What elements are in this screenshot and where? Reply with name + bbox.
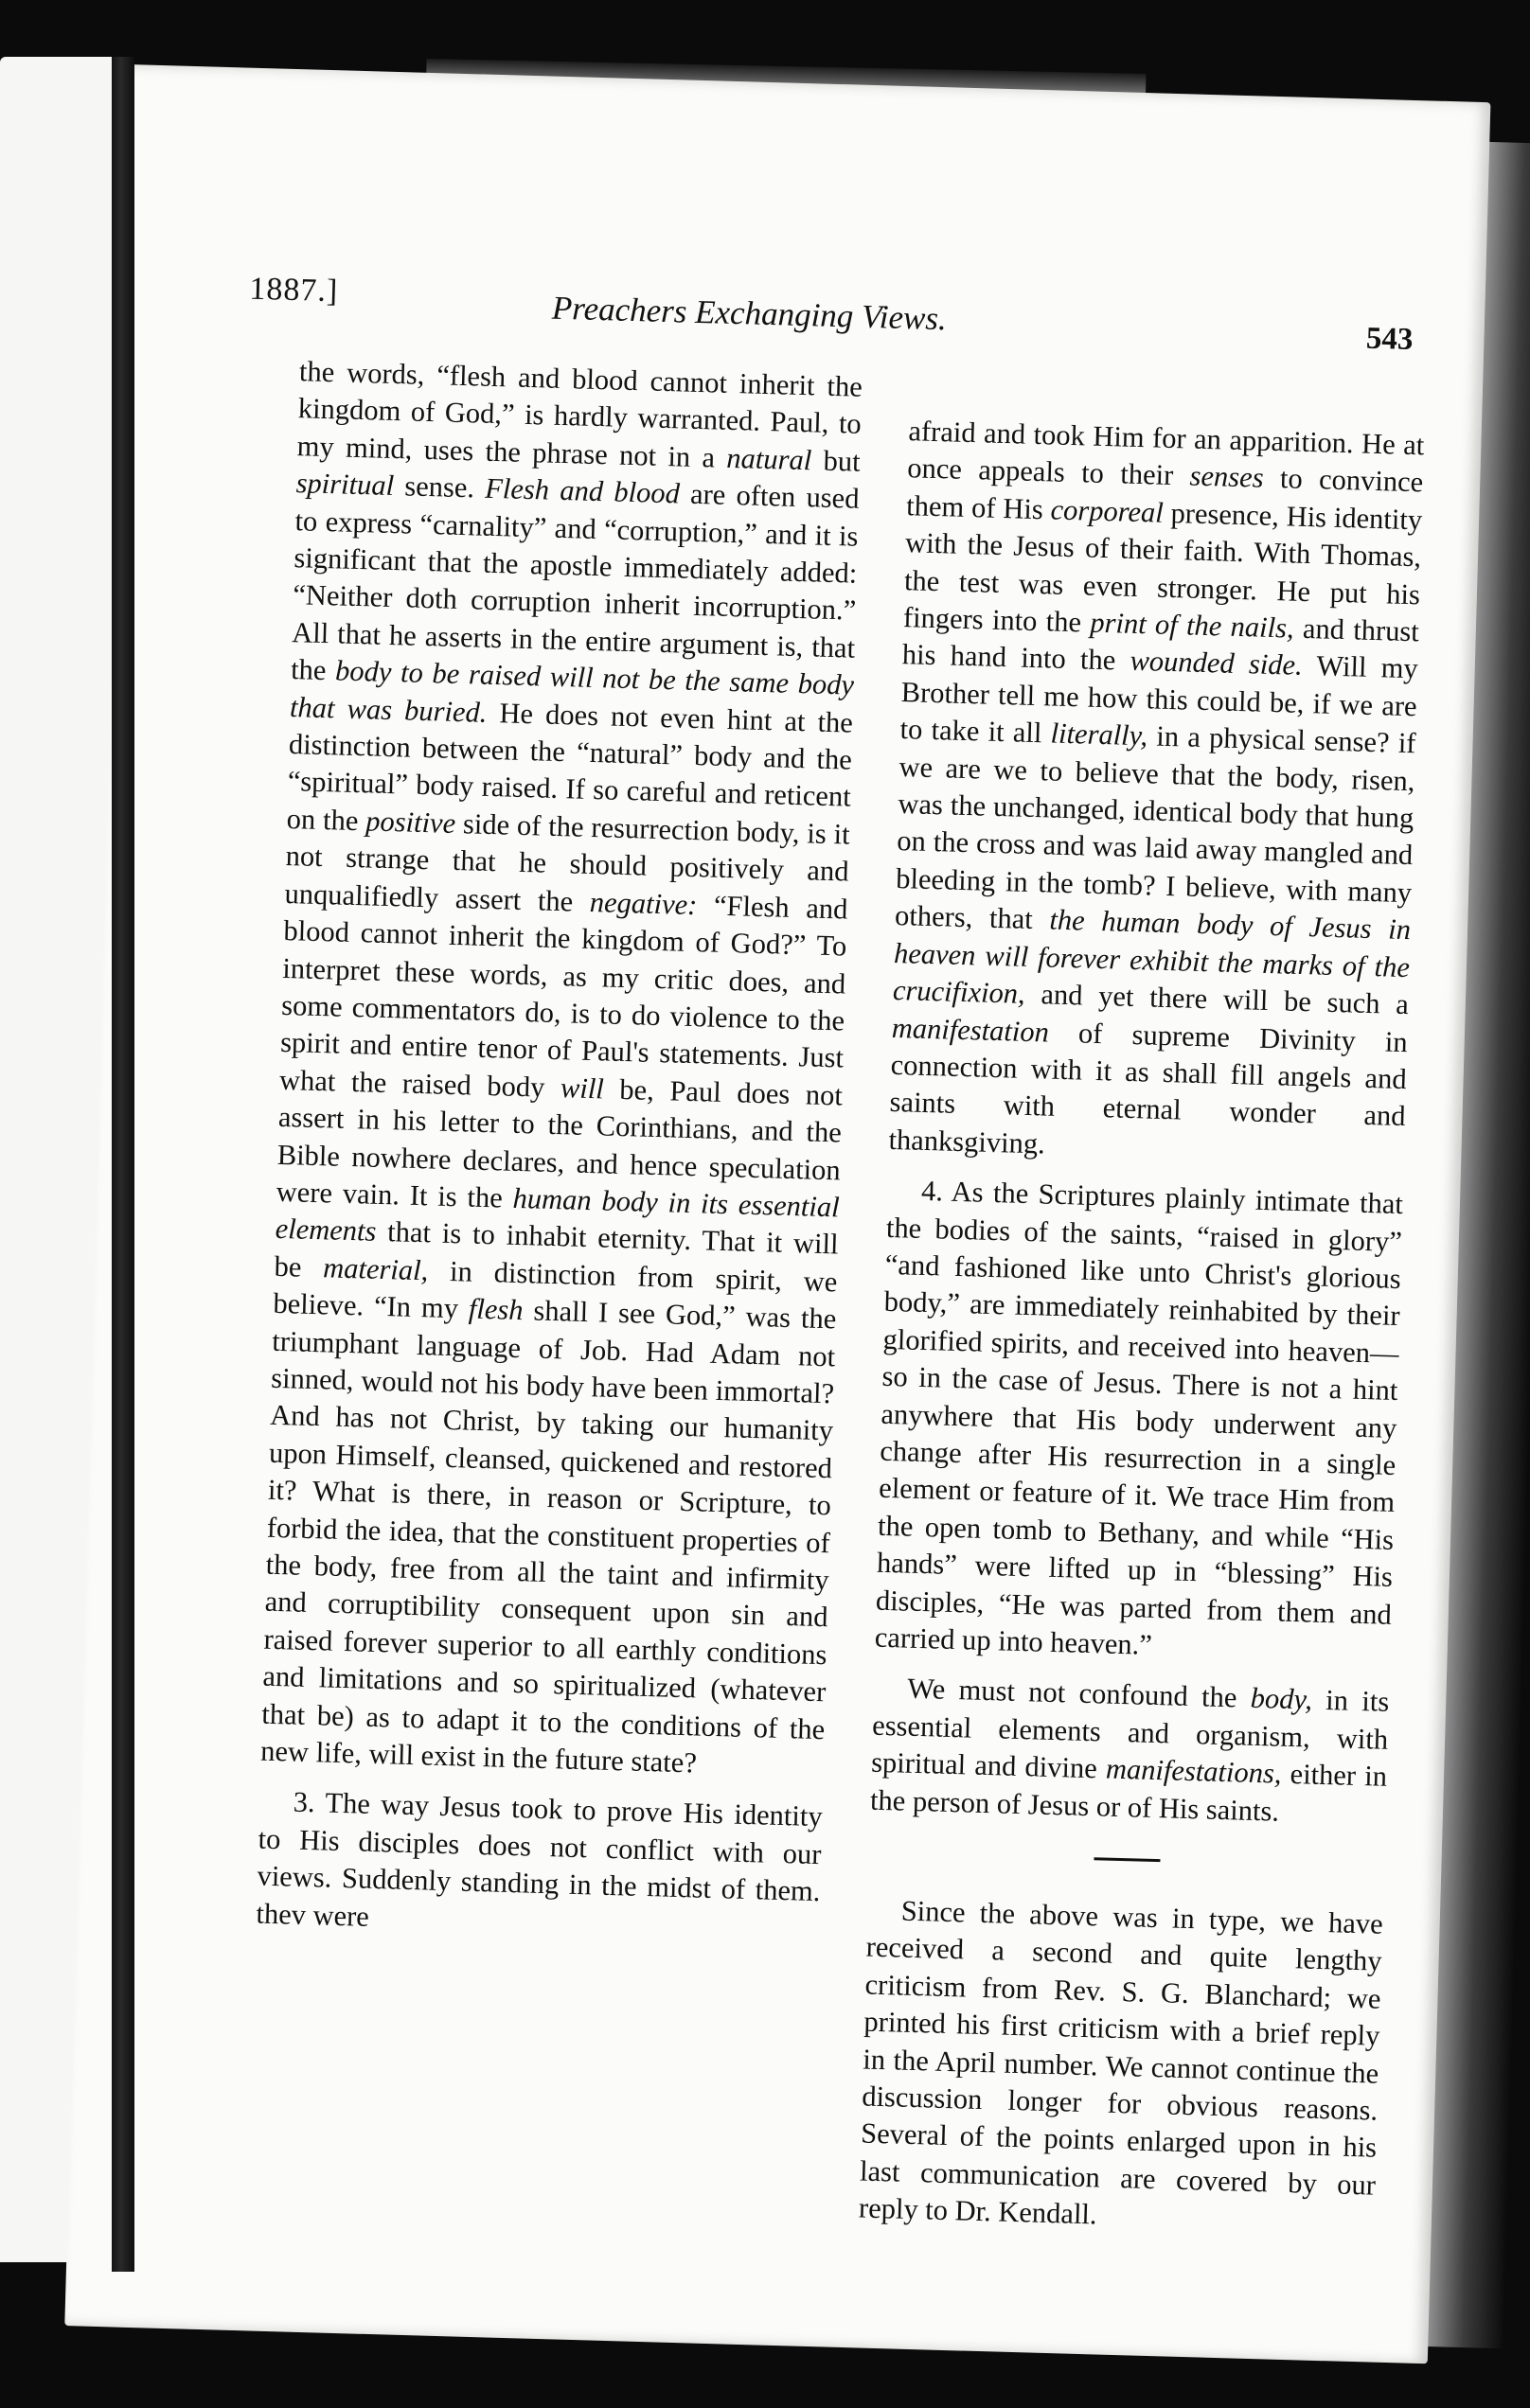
- header-year: 1887.]: [248, 271, 339, 310]
- right-paragraph-1: afraid and took Him for an apparition. He at once appeals to their senses to convince them of His corporeal presence, His identity with the Jesus of their faith. With Thomas, the test was even stronger. He put his fingers into the print of the nails, and thrust his hand into the wounded side. Will my Brother tell me how this could be, if we are to take it all literally, in a physical sense? if we are we to believe that the body, risen, was the unchanged, identical body that hung on the cross and was laid away mangled and bleeding in the tomb? I believe, with many others, that the human body of Jesus in heaven will forever exhibit the marks of the crucifixion, and yet there will be such a manifestation of supreme Divinity in connection with it as shall fill angels and saints with eternal wonder and thanksgiving.: [888, 415, 1425, 1160]
- left-column: [256, 353, 863, 1948]
- section-divider: [1094, 1857, 1160, 1862]
- left-paragraph-2: 3. The way Jesus took to prove His identity to His disciples does not conflict with our views. Suddenly standing in the midst of them. thev were: [256, 1786, 824, 1933]
- binding-gutter: [112, 57, 134, 2272]
- right-column: [858, 413, 1424, 2241]
- left-paragraph-1: the words, “flesh and blood cannot inherit the kingdom of God,” is hardly warranted. Paul, to my mind, uses the phrase not in a natural but spiritual sense. Flesh and blood are often used to express “carnality” and “corruption,” and it is significant that the apostle immediately added: “Neither doth corruption inherit incorruption.” All that he asserts in the entire argument is, that the body to be raised will not be the same body that was buried. He does not even hint at the distinction between the “natural” body and the “spiritual” body raised. If so careful and reticent on the positive side of the resurrection body, is it not strange that he should positively and unqualifiedly assert the negative: “Flesh and blood cannot inherit the kingdom of God?” To interpret these words, as my critic does, and some commentators do, is to do violence to the spirit and entire tenor of Paul's statements. Just what the raised body will be, Paul does not assert in his letter to the Corinthians, and the Bible nowhere declares, and hence speculation were vain. It is the human body in its essential elements that is to inhabit eternity. That it will be material, in distinction from spirit, we believe. “In my flesh shall I see God,” was the triumphant language of Job. Had Adam not sinned, would not his body have been immortal? And has not Christ, by taking our humanity upon Himself, cleansed, quickened and restored it? What is there, in reason or Scripture, to forbid the idea, that the constituent properties of the body, free from all the taint and infirmity and corruptibility consequent upon sin and raised forever superior to all earthly conditions and limitations and so spiritualized (whatever that be) as to adapt it to the conditions of the new life, will exist in the future state?: [259, 355, 863, 1779]
- running-title: Preachers Exchanging Views.: [551, 289, 948, 338]
- book-page: [64, 64, 1490, 2364]
- right-paragraph-2: 4. As the Scriptures plainly intimate that the bodies of the saints, “raised in glory” “and fashioned like unto Christ's glorious body,” are immediately reinhabited by their glorified spirits, and received into heaven—so in the case of Jesus. There is not a hint anywhere that His body underwent any change after His resurrection in a single element or feature of it. We trace Him from the open tomb to Bethany, and while “His hands” were lifted up in “blessing” His disciples, “He was parted from them and carried up into heaven.”: [874, 1174, 1404, 1661]
- right-paragraph-3: We must not confound the body, in its essential elements and organism, with spiritual and divine manifestations, either in the person of Jesus or of His saints.: [869, 1673, 1390, 1828]
- page-number: 543: [1365, 321, 1414, 358]
- editor-note: Since the above was in type, we have received a second and quite lengthy criticism from Rev. S. G. Blanchard; we printed his first criticism with a brief reply in the April number. We cannot continue the discussion longer for obvious reasons. Several of the points enlarged upon in his last communication are covered by our reply to Dr. Kendall.: [858, 1894, 1384, 2231]
- page-header: [248, 253, 1414, 361]
